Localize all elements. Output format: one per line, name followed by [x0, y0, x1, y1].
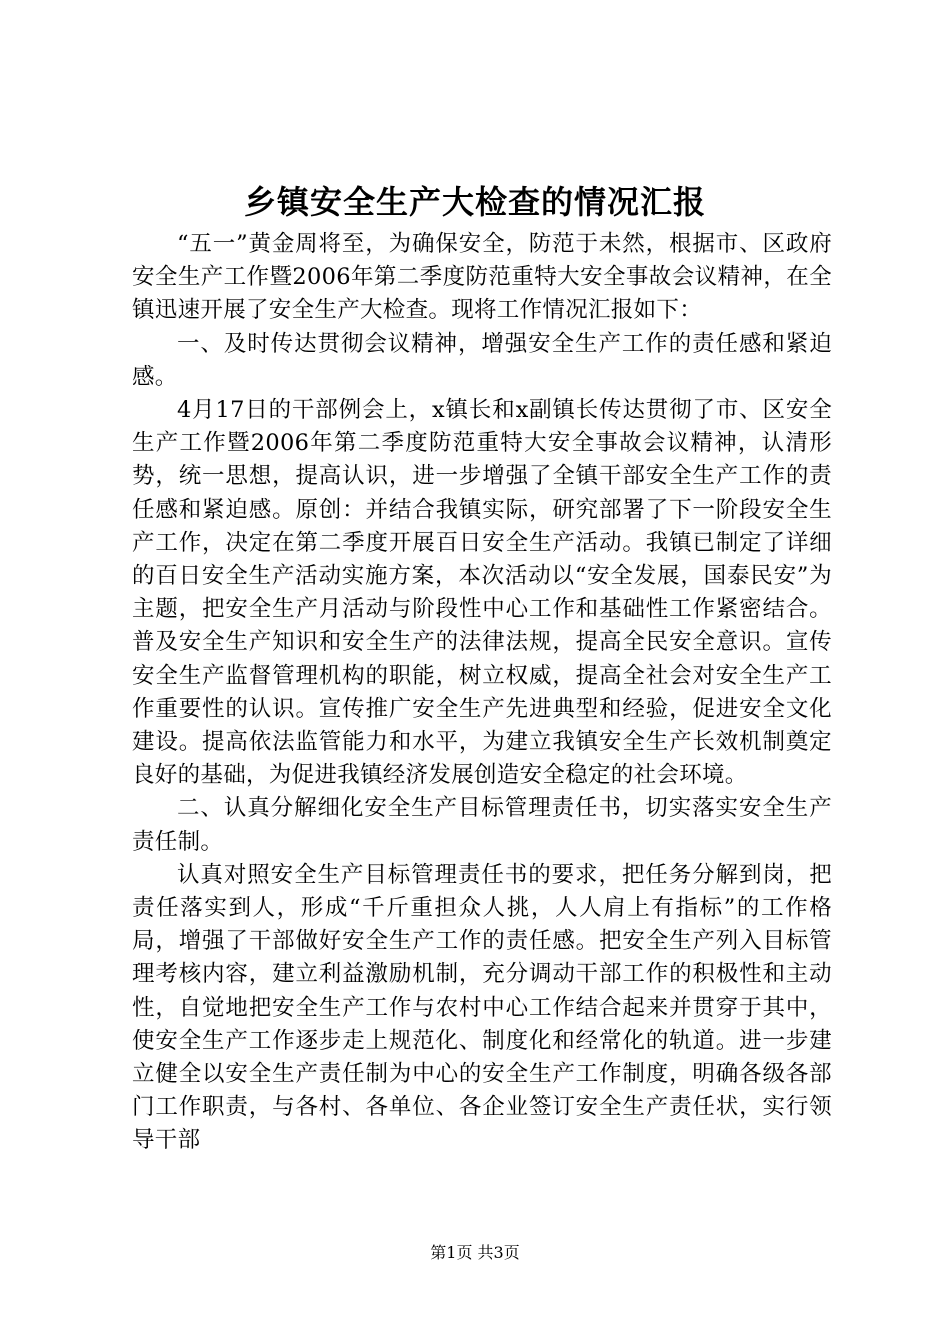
paragraph-section-2: 认真对照安全生产目标管理责任书的要求，把任务分解到岗，把责任落实到人，形成“千斤重担众人挑，人人肩上有指标”的工作格局，增强了干部做好安全生产工作的责任感。把安全生产列入目标管理考核内容，建立利益激励机制，充分调动干部工作的积极性和主动性，自觉地把安全生产工作与农村中心工作结合起来并贯穿于其中，使安全生产工作逐步走上规范化、制度化和经常化的轨道。进一步建立健全以安全生产责任制为中心的安全生产工作制度，明确各级各部门工作职责，与各村、各单位、各企业签订安全生产责任状，实行领导干部: [132, 861, 832, 1154]
paragraph-section-1: 4月17日的干部例会上，x镇长和x副镇长传达贯彻了市、区安全生产工作暨2006年第二季度防范重特大安全事故会议精神，认清形势，统一思想，提高认识，进一步增强了全镇干部安全生产工作的责任感和紧迫感。原创：并结合我镇实际，研究部署了下一阶段安全生产工作，决定在第二季度开展百日安全生产活动。我镇已制定了详细的百日安全生产活动实施方案，本次活动以“安全发展，国泰民安”为主题，把安全生产月活动与阶段性中心工作和基础性工作紧密结合。普及安全生产知识和安全生产的法律法规，提高全民安全意识。宣传安全生产监督管理机构的职能，树立权威，提高全社会对安全生产工作重要性的认识。宣传推广安全生产先进典型和经验，促进安全文化建设。提高依法监管能力和水平，为建立我镇安全生产长效机制奠定良好的基础，为促进我镇经济发展创造安全稳定的社会环境。: [132, 397, 832, 789]
document-body: [132, 228, 832, 1158]
paragraph-heading-1: 一、及时传达贯彻会议精神，增强安全生产工作的责任感和紧迫感。: [132, 330, 832, 390]
paragraph-intro: “五一”黄金周将至，为确保安全，防范于未然，根据市、区政府安全生产工作暨2006年第二季度防范重特大安全事故会议精神，在全镇迅速开展了安全生产大检查。现将工作情况汇报如下：: [132, 231, 832, 324]
document-title: 乡镇安全生产大检查的情况汇报: [243, 183, 706, 221]
paragraph-heading-2: 二、认真分解细化安全生产目标管理责任书，切实落实安全生产责任制。: [132, 795, 832, 855]
page-indicator: 第1页 共3页: [430, 1243, 520, 1262]
